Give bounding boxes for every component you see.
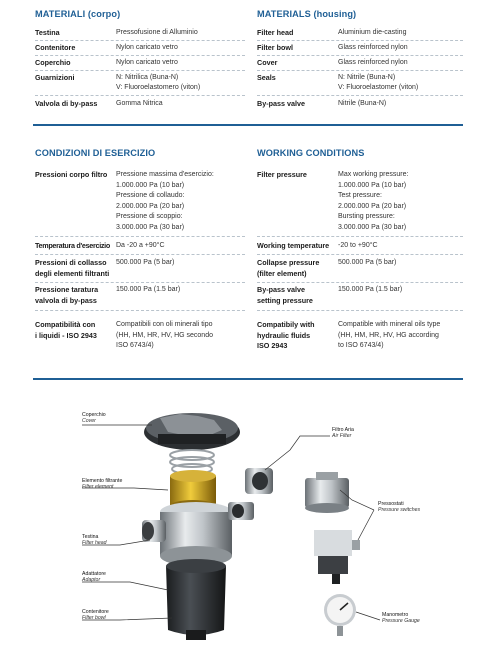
cond-it-bypass-key: valvola di by-pass xyxy=(35,295,97,305)
mat-en-key: Filter head xyxy=(257,28,294,37)
label-element-en: Filter element xyxy=(82,484,114,491)
cond-it-line: 3.000.000 Pa (30 bar) xyxy=(116,223,185,231)
cond-it-bypass-key: Pressione taratura xyxy=(35,285,99,294)
label-switch-en: Pressure switches xyxy=(378,507,421,514)
conditions-it-title: CONDIZIONI DI ESERCIZIO xyxy=(35,148,156,158)
mat-en-val: N: Nitrile (Buna-N) xyxy=(338,74,396,81)
air-filter-part xyxy=(305,472,349,513)
cond-en-compat-line: Compatible with mineral oils type xyxy=(338,321,441,328)
mat-en-val: V: Fluoroelastomer (viton) xyxy=(338,84,419,91)
label-element-it: Elemento filtrante xyxy=(82,478,123,484)
label-gauge-en: Pressure Gauge xyxy=(382,618,420,625)
cond-it-bypass-val: 150.000 Pa (1.5 bar) xyxy=(116,286,181,293)
label-adaptor xyxy=(82,571,106,584)
cond-it-collapse-key: degli elementi filtranti xyxy=(35,268,110,278)
label-adaptor-en: Adaptor xyxy=(82,577,101,584)
pressure-gauge-part xyxy=(324,594,356,636)
mat-it-val: Nylon caricato vetro xyxy=(116,44,178,51)
label-cover xyxy=(82,412,106,425)
cond-it-line: Pressione di collaudo: xyxy=(116,192,185,199)
cond-it-line: 2.000.000 Pa (20 bar) xyxy=(116,202,185,210)
cond-it-temp-key: Temperatura d'esercizio xyxy=(35,241,110,250)
cond-it-collapse-val: 500.000 Pa (5 bar) xyxy=(116,259,175,266)
label-gauge xyxy=(382,612,420,625)
cond-en-compat-key: Compatibily with xyxy=(257,320,315,329)
cond-en-collapse-key: Collapse pressure xyxy=(257,258,320,267)
mat-en-val: Glass reinforced nylon xyxy=(338,59,408,66)
cond-it-line: 1.000.000 Pa (10 bar) xyxy=(116,181,185,189)
label-cover-it: Coperchio xyxy=(82,412,106,418)
label-head-en: Filter head xyxy=(82,540,107,547)
mat-it-val: Pressofusione di Alluminio xyxy=(116,29,198,36)
cover-part xyxy=(144,413,240,450)
mat-en-key: By-pass valve xyxy=(257,99,305,108)
cond-en-line: Max working pressure: xyxy=(338,171,409,178)
mat-it-key: Coperchio xyxy=(35,58,71,67)
label-bowl-it: Contenitore xyxy=(82,609,109,615)
cond-it-compat-key: Compatibilità con xyxy=(35,320,96,329)
cond-en-compat-key: ISO 2943 xyxy=(257,341,288,350)
label-air-en: Air Filter xyxy=(332,433,352,440)
cond-en-line: Test pressure: xyxy=(338,192,382,199)
cond-en-line: 2.000.000 Pa (20 bar) xyxy=(338,202,407,210)
materials-en-title: MATERIALS (housing) xyxy=(257,9,357,19)
mat-en-key: Cover xyxy=(257,58,278,67)
cond-it-line: Pressione massima d'esercizio: xyxy=(116,171,214,178)
mat-en-key: Filter bowl xyxy=(257,43,293,52)
pressure-connector xyxy=(245,468,273,494)
cond-en-pressure-key: Filter pressure xyxy=(257,170,307,179)
label-pressure-switch xyxy=(378,501,420,514)
label-head-it: Testina xyxy=(82,534,99,540)
mat-it-val: Gomma Nitrica xyxy=(116,100,163,107)
mat-it-val: Nylon caricato vetro xyxy=(116,59,178,66)
mat-it-val: V: Fluoroelastomero (viton) xyxy=(116,84,201,91)
cond-it-pressure-key: Pressioni corpo filtro xyxy=(35,170,108,179)
label-bowl-en: Filter bowl xyxy=(82,615,106,622)
cond-it-line: Pressione di scoppio: xyxy=(116,213,183,220)
cond-en-compat-line: to ISO 6743/4) xyxy=(338,342,384,349)
mat-it-key: Testina xyxy=(35,28,60,37)
label-switch-it: Pressostati xyxy=(378,501,404,507)
cond-en-temp-val: -20 to +90°C xyxy=(338,242,378,249)
label-air-filter xyxy=(332,427,354,440)
cond-it-compat-line: ISO 6743/4) xyxy=(116,342,154,349)
cond-en-compat-key: hydraulic fluids xyxy=(257,330,311,340)
mat-en-key: Seals xyxy=(257,73,276,82)
label-head xyxy=(82,534,107,547)
cond-it-collapse-key: Pressioni di collasso xyxy=(35,258,107,267)
label-element xyxy=(82,478,122,491)
mat-it-val: N: Nitrilica (Buna-N) xyxy=(116,74,179,81)
mat-en-val: Aluminium die-casting xyxy=(338,29,407,36)
cond-en-collapse-val: 500.000 Pa (5 bar) xyxy=(338,259,397,266)
cond-en-line: Bursting pressure: xyxy=(338,213,395,220)
pressure-switch-part xyxy=(314,530,360,584)
cond-en-bypass-val: 150.000 Pa (1.5 bar) xyxy=(338,286,403,293)
cond-it-compat-line: Compatibili con oli minerali tipo xyxy=(116,321,213,328)
cond-en-bypass-key: setting pressure xyxy=(257,295,313,305)
cond-en-bypass-key: By-pass valve xyxy=(257,285,305,294)
cond-it-compat-key: i liquidi - ISO 2943 xyxy=(35,330,97,340)
cond-it-temp-val: Da -20 a +90°C xyxy=(116,242,165,249)
label-bowl xyxy=(82,609,109,622)
conditions-en-title: WORKING CONDITIONS xyxy=(257,148,365,158)
filter-head-part xyxy=(142,502,254,566)
cond-en-line: 1.000.000 Pa (10 bar) xyxy=(338,181,407,189)
mat-it-key: Contenitore xyxy=(35,43,76,52)
label-adaptor-it: Adattatore xyxy=(82,571,106,577)
cond-en-compat-line: (HH, HM, HR, HV, HG according xyxy=(338,331,439,339)
label-gauge-it: Manometro xyxy=(382,612,409,618)
mat-it-key: Guarnizioni xyxy=(35,73,75,82)
cond-en-temp-key: Working temperature xyxy=(257,241,330,250)
label-air-it: Filtro Aria xyxy=(332,427,354,433)
materials-it-title: MATERIALI (corpo) xyxy=(35,9,121,19)
cond-en-collapse-key: (filter element) xyxy=(257,268,307,278)
cond-it-compat-line: (HH, HM, HR, HV, HG secondo xyxy=(116,331,213,339)
label-cover-en: Cover xyxy=(82,418,96,425)
mat-it-key: Valvola di by-pass xyxy=(35,99,98,108)
mat-en-val: Glass reinforced nylon xyxy=(338,44,408,51)
cond-en-line: 3.000.000 Pa (30 bar) xyxy=(338,223,407,231)
filter-bowl-part xyxy=(166,559,226,640)
mat-en-val: Nitrile (Buna-N) xyxy=(338,100,387,107)
